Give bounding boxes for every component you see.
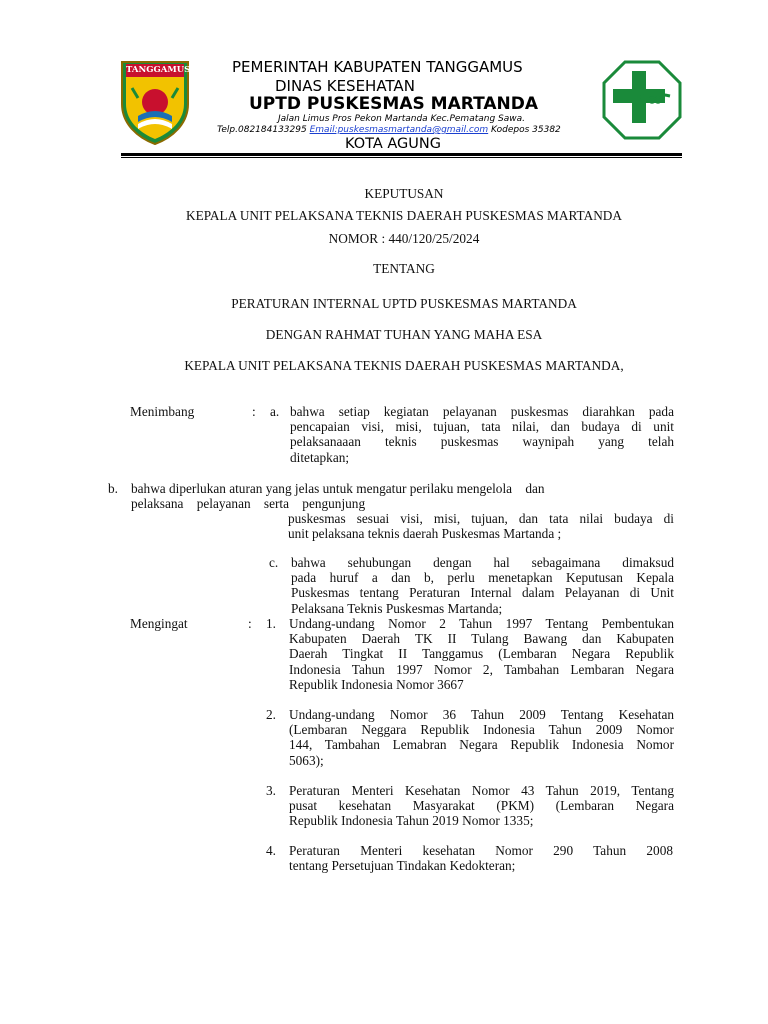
mengingat-line: Daerah Tingkat II Tanggamus (Lembaran Negara Republik <box>289 646 674 662</box>
title-kepala: KEPALA UNIT PELAKSANA TEKNIS DAERAH PUSKESMAS MARTANDA <box>186 208 622 223</box>
menimbang-a-line: bahwa setiap kegiatan pelayanan puskesmas diarahkan pada <box>290 404 674 419</box>
mengingat-colon: : <box>248 616 252 631</box>
mengingat-item-4-text <box>289 843 673 873</box>
kop-phone: Telp.082184133295 <box>217 125 307 135</box>
menimbang-a-marker: a. <box>270 404 280 419</box>
menimbang-b-marker: b. <box>108 481 118 496</box>
title-rahmat: DENGAN RAHMAT TUHAN YANG MAHA ESA <box>265 327 543 342</box>
kop-line-2: DINAS KESEHATAN <box>275 77 415 95</box>
menimbang-colon: : <box>252 404 256 419</box>
menimbang-c-line: pada huruf a dan b, perlu menetapkan Keputusan Kepala <box>291 570 674 586</box>
title-perihal: PERATURAN INTERNAL UPTD PUSKESMAS MARTANDA <box>231 296 577 311</box>
menimbang-a-line: pencapaian visi, misi, tujuan, tata nilai, dan budaya di unit <box>290 419 674 435</box>
menimbang-b-line-2: pelaksana pelayanan serta pengunjung <box>131 496 366 511</box>
kop-contact-line <box>217 125 561 135</box>
kop-address: Jalan Limus Pros Pekon Martanda Kec.Pematang Sawa. <box>278 114 525 124</box>
menimbang-a-line: pelaksanaaan teknis puskesmas waynipah yang telah <box>290 434 674 450</box>
mengingat-item-1-text <box>289 616 674 692</box>
kop-email-link[interactable]: Email:puskesmasmartanda@gmail.com <box>309 125 489 135</box>
menimbang-c-line: Pelaksana Teknis Puskesmas Martanda; <box>291 600 503 616</box>
mengingat-item-2-marker: 2. <box>266 707 276 722</box>
kop-line-1: PEMERINTAH KABUPATEN TANGGAMUS <box>232 58 523 76</box>
mengingat-line: Undang-undang Nomor 2 Tahun 1997 Tentang Pembentukan <box>289 616 674 631</box>
title-nomor: NOMOR : 440/120/25/2024 <box>328 231 480 246</box>
mengingat-line: Peraturan Menteri Kesehatan Nomor 43 Tahun 2019, Tentang <box>289 783 674 798</box>
menimbang-a-text <box>290 404 674 465</box>
menimbang-c-line: bahwa sehubungan dengan hal sebagaimana dimaksud <box>291 555 674 570</box>
menimbang-b-text <box>288 511 674 541</box>
mengingat-item-1-marker: 1. <box>266 616 276 631</box>
kop-postcode: Kodepos 35382 <box>491 125 561 135</box>
kop-rule-thin <box>121 157 682 158</box>
mengingat-line: 5063); <box>289 752 324 768</box>
title-pejabat: KEPALA UNIT PELAKSANA TEKNIS DAERAH PUSKESMAS MARTANDA, <box>184 358 624 373</box>
mengingat-line: tentang Persetujuan Tindakan Kedokteran; <box>289 858 516 874</box>
tanggamus-logo <box>118 58 192 146</box>
title-keputusan: KEPUTUSAN <box>364 186 444 201</box>
mengingat-line: Kabupaten Daerah TK II Tulang Bawang dan Kabupaten <box>289 631 674 647</box>
menimbang-b-line: puskesmas sesuai visi, misi, tujuan, dan tata nilai budaya di <box>288 511 674 526</box>
mengingat-item-3-text <box>289 783 674 829</box>
mengingat-line: pusat kesehatan Masyarakat (PKM) (Lembaran Negara <box>289 798 674 814</box>
mengingat-line: Indonesia Tahun 1997 Nomor 2, Tambahan Lembaran Negara <box>289 661 674 677</box>
menimbang-c-marker: c. <box>269 555 279 570</box>
menimbang-b-line-1: bahwa diperlukan aturan yang jelas untuk mengatur perilaku mengelola dan <box>131 481 545 496</box>
menimbang-a-line: ditetapkan; <box>290 449 350 465</box>
title-tentang: TENTANG <box>373 261 435 276</box>
mengingat-line: Peraturan Menteri kesehatan Nomor 290 Tahun 2008 <box>289 843 673 858</box>
kop-line-3: UPTD PUSKESMAS MARTANDA <box>249 94 538 114</box>
mengingat-line: 144, Tambahan Lemabran Negara Republik Indonesia Nomor <box>289 737 674 753</box>
tanggamus-logo-label: TANGGAMUS <box>126 65 191 75</box>
mengingat-item-2-text <box>289 707 674 768</box>
mengingat-item-4-marker: 4. <box>266 843 276 858</box>
menimbang-c-line: Puskesmas tentang Peraturan Internal dalam Pelayanan di Unit <box>291 585 674 601</box>
puskesmas-logo <box>602 60 682 140</box>
mengingat-item-3-marker: 3. <box>266 783 276 798</box>
mengingat-line: Republik Indonesia Nomor 3667 <box>289 676 464 692</box>
kop-rule-thick <box>121 153 682 156</box>
kop-city: KOTA AGUNG <box>345 136 441 152</box>
mengingat-line: Republik Indonesia Tahun 2019 Nomor 1335; <box>289 813 534 829</box>
mengingat-line: Undang-undang Nomor 36 Tahun 2009 Tentang Kesehatan <box>289 707 674 722</box>
menimbang-label: Menimbang <box>130 404 195 419</box>
menimbang-c-text <box>291 555 674 616</box>
menimbang-b-line: unit pelaksana teknis daerah Puskesmas Martanda ; <box>288 526 562 542</box>
mengingat-label: Mengingat <box>130 616 188 631</box>
mengingat-line: (Lembaran Neggara Republik Indonesia Tahun 2009 Nomor <box>289 722 674 738</box>
